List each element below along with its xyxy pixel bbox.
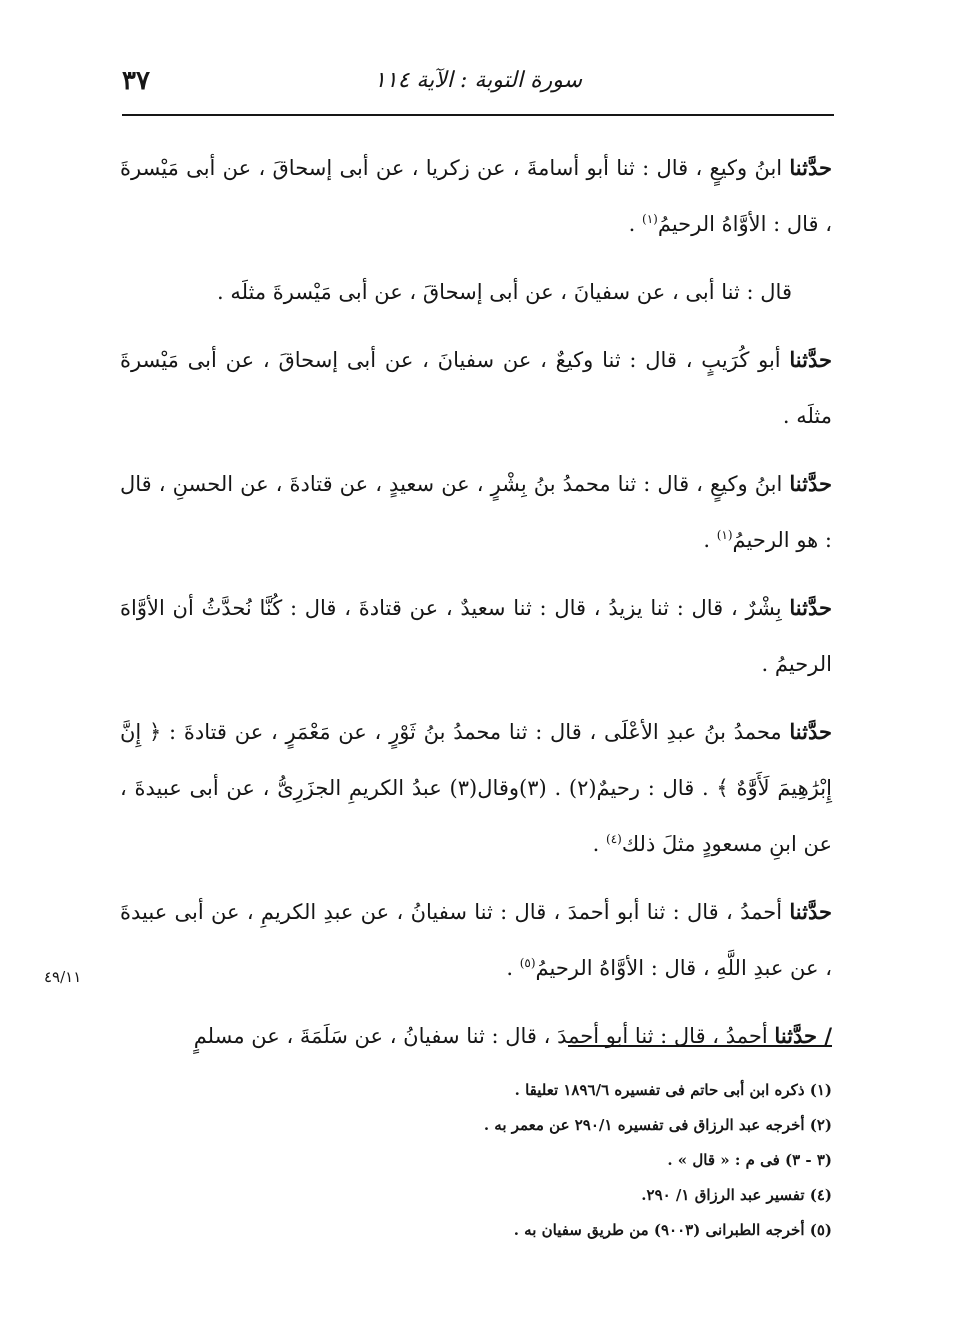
paragraph-lead: حدَّثنا bbox=[789, 471, 832, 496]
paragraph bbox=[120, 140, 832, 252]
paragraph-tail: . bbox=[628, 212, 643, 236]
footnote-ref: (٥) bbox=[519, 956, 536, 970]
paragraph-lead: حدَّثنا bbox=[789, 899, 832, 924]
paragraph-text: أحمدُ ، قال : ثنا أبو أحمدَ ، قال : ثنا سفيانُ ، عن سَلَمَةَ ، عن مسلمٍ bbox=[193, 1024, 775, 1048]
paragraph bbox=[120, 332, 832, 444]
footnote: (٣ - ٣) فى م : « قال » . bbox=[667, 1151, 832, 1169]
paragraph-lead: حدَّثنا bbox=[789, 347, 832, 372]
footnote: (١) ذكره ابن أبى حاتم فى تفسيره ١٨٩٦/٦ تعليقا . bbox=[514, 1081, 832, 1099]
footnotes bbox=[300, 1078, 832, 1253]
paragraph-lead: حدَّثنا bbox=[789, 595, 832, 620]
header-rule bbox=[122, 114, 834, 116]
paragraph-text: محمدُ بنُ عبدِ الأعْلَى ، قال : ثنا محمدُ بنُ ثَوْرٍ ، عن مَعْمَرٍ ، عن قتادةَ : ﴿ إِنَّ إِبْرَٰهِيمَ لَأَوَّٰهٌ ﴾ . قال : رحيمٌ(٢) . (٣)وقال(٣) عبدُ الكريمِ الجزَرِىُّ ، عن أبى عبيدةَ ، عن ابنِ مسعودٍ مثلَ ذلك bbox=[120, 720, 832, 856]
page-header bbox=[122, 62, 834, 106]
margin-reference: ٤٩/١١ bbox=[44, 968, 82, 986]
paragraph-text: بِشْرٌ ، قال : ثنا يزيدُ ، قال : ثنا سعيدٌ ، عن قتادةَ ، قال : كُنَّا نُحدَّثُ أن الأوَّاهَ الرحيمُ . bbox=[120, 596, 832, 676]
main-text bbox=[120, 140, 832, 1076]
paragraph-text: قال : ثنا أبى ، عن سفيانَ ، عن أبى إسحاقَ ، عن أبى مَيْسرةَ مثلَه . bbox=[216, 280, 792, 304]
paragraph-lead: حدَّثنا bbox=[789, 719, 832, 744]
running-title: سورة التوبة : الآية ١١٤ bbox=[373, 68, 583, 93]
footnote-ref: (١) bbox=[716, 528, 733, 542]
paragraph bbox=[120, 264, 832, 320]
paragraph bbox=[120, 704, 832, 872]
paragraph bbox=[120, 580, 832, 692]
paragraph-tail: . bbox=[592, 832, 607, 856]
paragraph-text: أبو كُرَيبٍ ، قال : ثنا وكيعٌ ، عن سفيانَ ، عن أبى إسحاقَ ، عن أبى مَيْسرةَ مثلَه . bbox=[120, 348, 832, 428]
paragraph bbox=[120, 1008, 832, 1064]
paragraph-text: ابنُ وكيعٍ ، قال : ثنا أبو أسامةَ ، عن زكريا ، عن أبى إسحاقَ ، عن أبى مَيْسرةَ ، قال : الأوَّاهُ الرحيمُ bbox=[120, 156, 832, 236]
paragraph bbox=[120, 884, 832, 996]
page-number: ٣٧ bbox=[122, 66, 150, 96]
paragraph-tail: . bbox=[703, 528, 717, 552]
footnote: (٥) أخرجه الطبرانى (٩٠٠٣) من طريق سفيان به . bbox=[513, 1221, 832, 1239]
paragraph bbox=[120, 456, 832, 568]
paragraph-lead: حدَّثنا bbox=[789, 155, 832, 180]
footnote-ref: (٤) bbox=[606, 832, 622, 846]
footnote-rule bbox=[568, 1045, 832, 1047]
footnote: (٤) تفسير عبد الرزاق ١/ ٢٩٠. bbox=[641, 1186, 832, 1204]
paragraph-lead: / حدَّثنا bbox=[774, 1023, 832, 1048]
paragraph-tail: . bbox=[506, 956, 520, 980]
paragraph-text: ابنُ وكيعٍ ، قال : ثنا محمدُ بنُ بِشْرٍ ، عن سعيدٍ ، عن قتادةَ ، عن الحسنِ ، قال : هو الرحيمُ bbox=[120, 472, 832, 552]
footnote-ref: (١) bbox=[642, 212, 658, 226]
footnote: (٢) أخرجه عبد الرزاق فى تفسيره ٢٩٠/١ عن معمر به . bbox=[483, 1116, 832, 1134]
paragraph-text: أحمدُ ، قال : ثنا أبو أحمدَ ، قال : ثنا سفيانُ ، عن عبدِ الكريمِ ، عن أبى عبيدةَ ، عن عبدِ اللَّهِ ، قال : الأوَّاهُ الرحيمُ bbox=[120, 900, 832, 980]
